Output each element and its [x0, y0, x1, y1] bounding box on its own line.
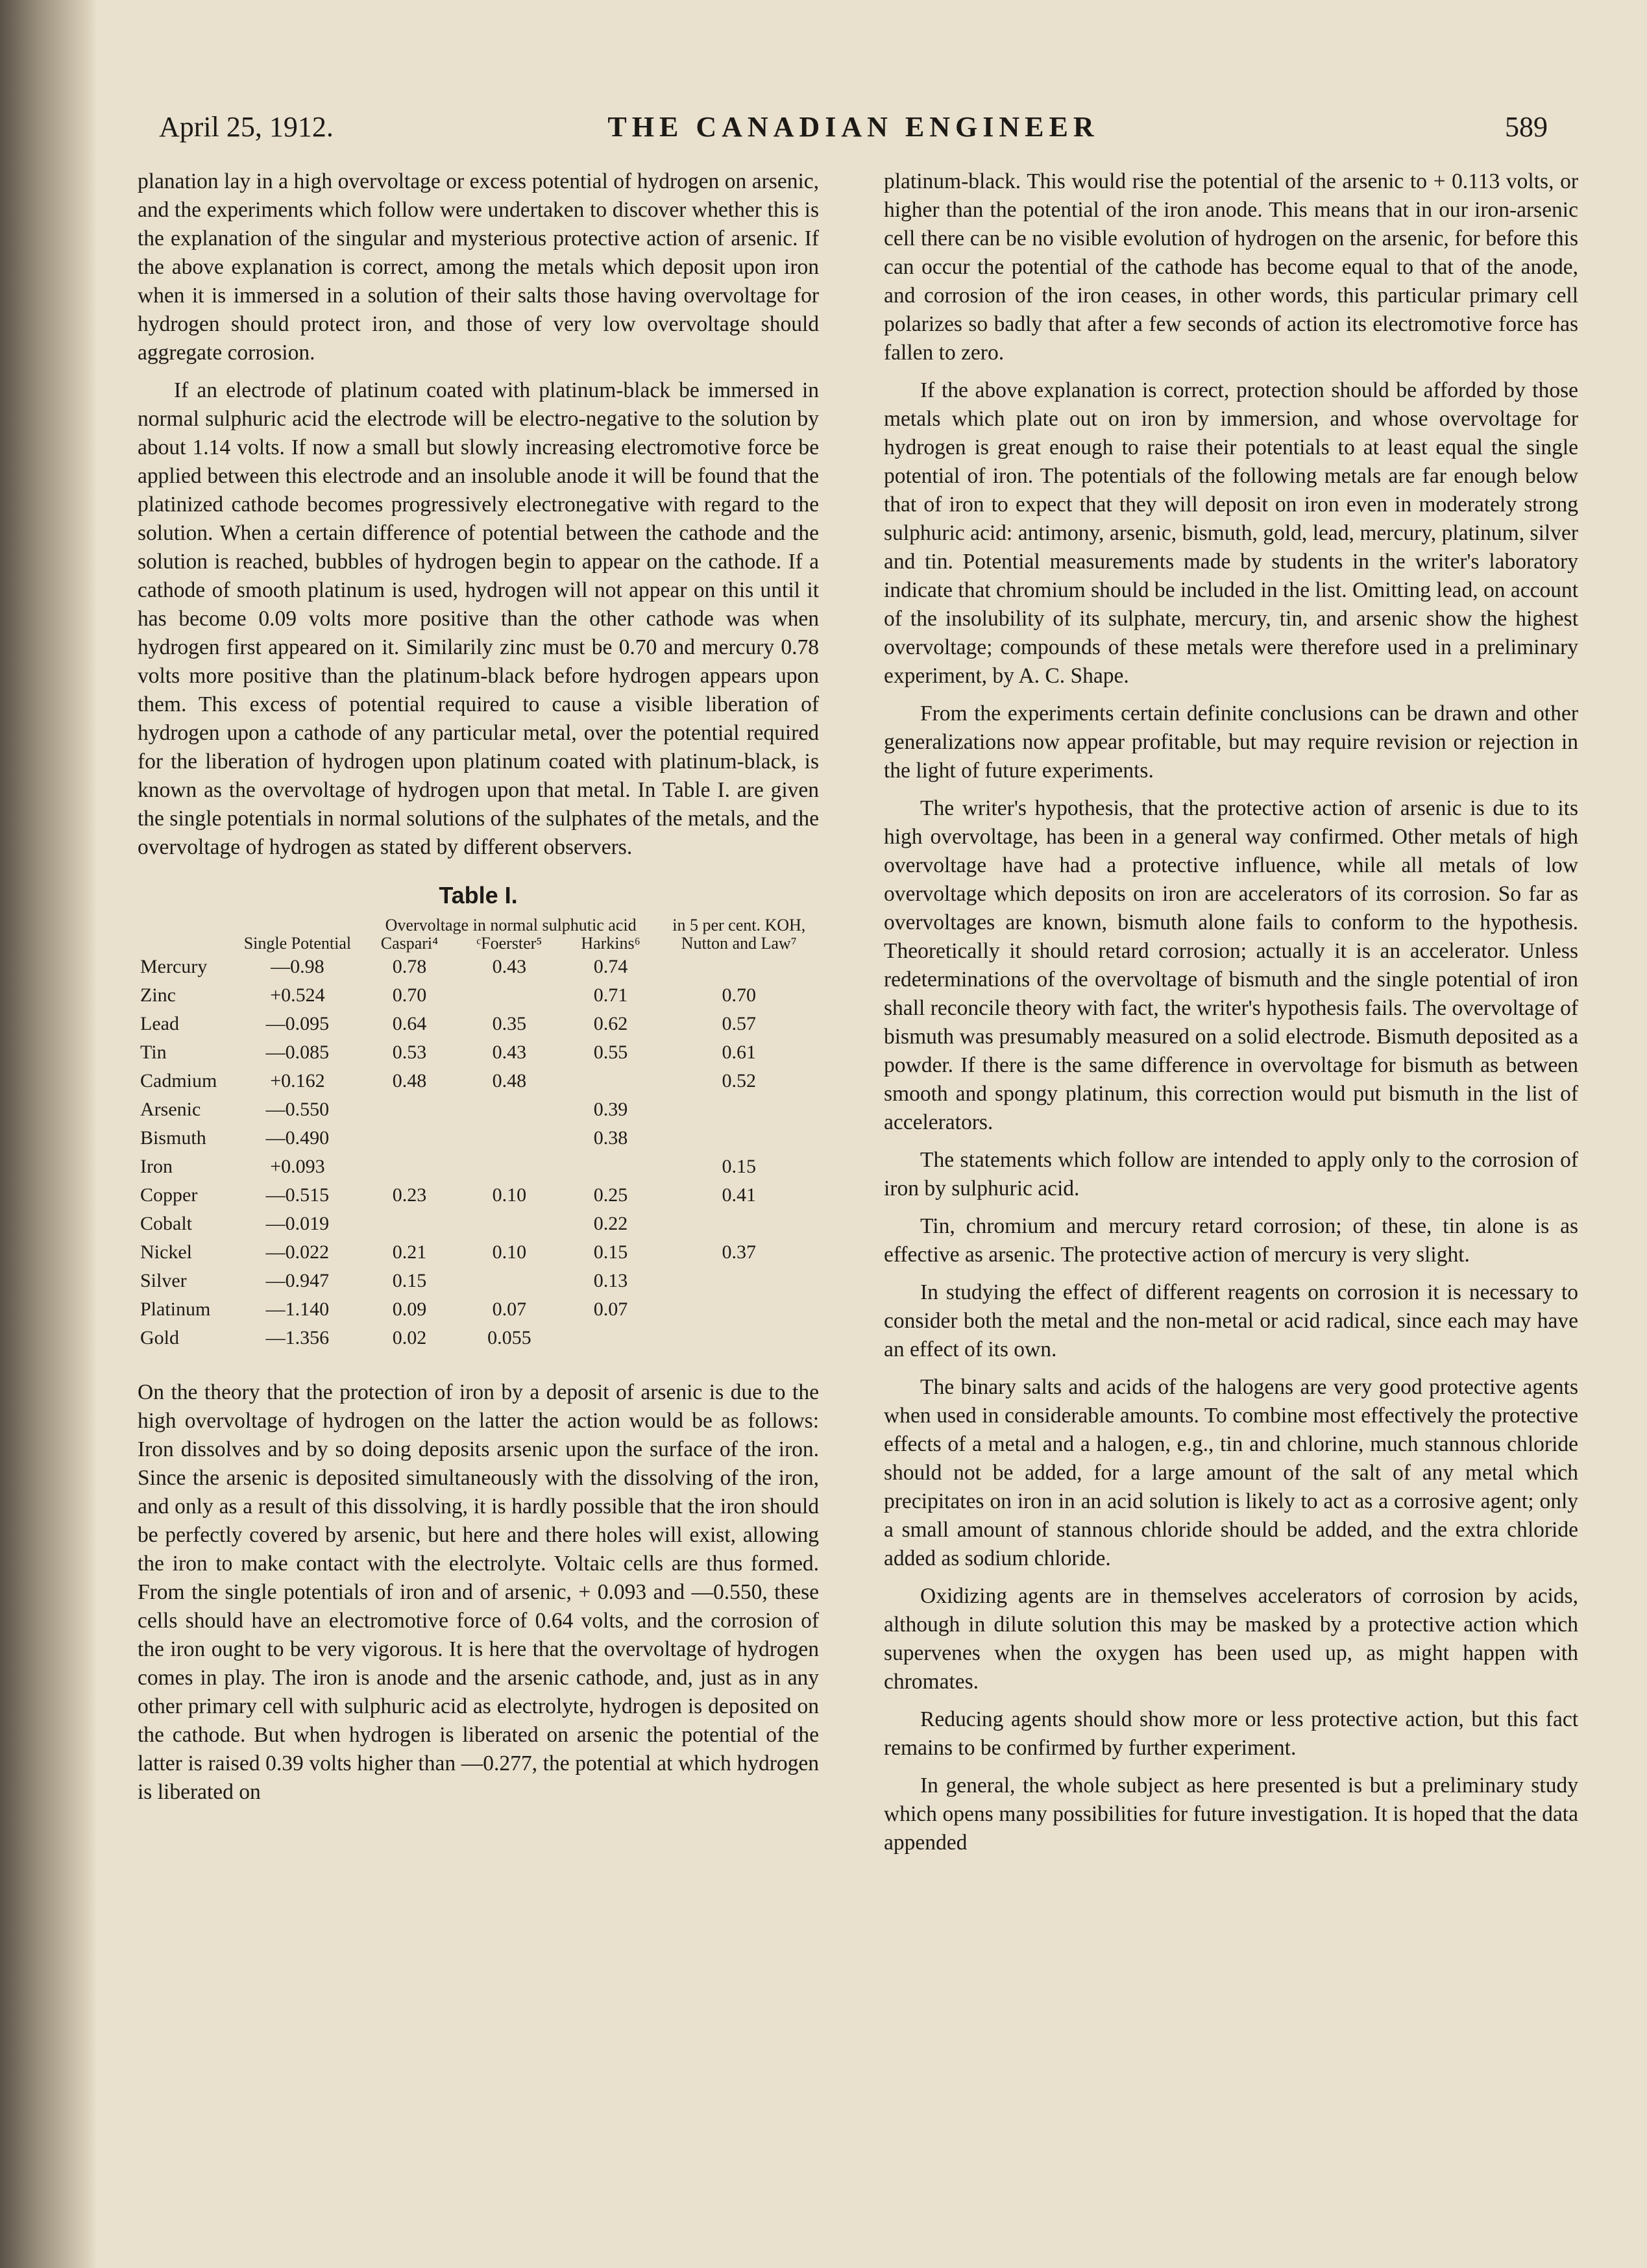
cell-potential: —0.515	[265, 1184, 330, 1206]
col-header: Caspari⁴	[380, 934, 439, 953]
page-header	[159, 110, 1548, 156]
cell-potential: —0.550	[265, 1099, 330, 1120]
paragraph: In general, the whole subject as here presented is but a preliminary study which opens many possibilities for future investigation. It is hoped that the data appended	[884, 1774, 1578, 1855]
metal-name: Nickel	[140, 1241, 192, 1263]
issue-date: April 25, 1912.	[159, 111, 334, 143]
cell-foerster: 0.35	[492, 1013, 527, 1034]
metal-name: Copper	[140, 1184, 198, 1206]
cell-foerster	[456, 1152, 562, 1181]
cell-caspari: 0.70	[392, 984, 427, 1006]
metal-name: Platinum	[140, 1299, 211, 1320]
paragraph: In studying the effect of different reagents on corrosion it is necessary to consider both the metal and the non-metal or acid radical, since each may have an effect of its own.	[884, 1280, 1578, 1361]
right-column	[884, 167, 1578, 1857]
cell-harkins: 0.15	[593, 1241, 628, 1263]
cell-nutton: 0.57	[722, 1013, 757, 1034]
cell-harkins: 0.25	[593, 1184, 628, 1206]
cell-caspari: 0.15	[392, 1270, 427, 1291]
metal-name: Gold	[140, 1327, 179, 1348]
table-row	[138, 1295, 819, 1324]
metal-name: Arsenic	[140, 1099, 201, 1120]
table-row	[138, 1267, 819, 1295]
paragraph: Tin, chromium and mercury retard corrosion; of these, tin alone is as effective as arsenic. The protective action of mercury is very slight.	[884, 1214, 1578, 1267]
paragraph: Reducing agents should show more or less protective action, but this fact remains to be confirmed by further experiment.	[884, 1707, 1578, 1760]
metal-name: Cobalt	[140, 1213, 192, 1234]
cell-foerster	[456, 1095, 562, 1124]
cell-nutton	[659, 1124, 819, 1152]
table-row	[138, 953, 819, 981]
table-row	[138, 1124, 819, 1152]
metal-name: Zinc	[140, 984, 176, 1006]
cell-harkins	[563, 1152, 659, 1181]
cell-harkins: 0.62	[593, 1013, 628, 1034]
cell-caspari: 0.53	[392, 1042, 427, 1063]
cell-potential: —0.490	[265, 1127, 330, 1149]
table-row	[138, 1010, 819, 1038]
page-binding-shadow	[0, 0, 97, 2268]
cell-foerster	[456, 1267, 562, 1295]
cell-harkins: 0.13	[593, 1270, 628, 1291]
table-row	[138, 1238, 819, 1267]
cell-nutton	[659, 1324, 819, 1352]
cell-nutton	[659, 953, 819, 981]
paragraph: If an electrode of platinum coated with platinum-black be immersed in normal sulphuric acid the electrode will be electro-negative to the solution by about 1.14 volts. If now a small but slowly increasing electromotive force be applied between this electrode and an insoluble anode it will be found that the platinized cathode becomes progressively electronegative with regard to the solution. When a certain difference of potential between the cathode and the solution is reached, bubbles of hydrogen begin to appear on the cathode. If a cathode of smooth platinum is used, hydrogen will not appear on this until it has become 0.09 volts more positive than the other cathode was when hydrogen first appeared on it. Similarily zinc must be 0.70 and mercury 0.78 volts more positive than the platinum-black before hydrogen appears upon them. This excess of potential required to cause a visible liberation of hydrogen upon a cathode of any particular metal, over the potential required for the liberation of hydrogen upon platinum coated with platinum-black, is known as the overvoltage of hydrogen upon that metal. In Table I. are given the single potentials in normal solutions of the sulphates of the metals, and the overvoltage of hydrogen as stated by different observers.	[138, 378, 819, 859]
table-row	[138, 1067, 819, 1095]
table-row	[138, 1324, 819, 1352]
table-header-row	[138, 934, 819, 953]
table-row	[138, 1152, 819, 1181]
metal-name: Mercury	[140, 956, 208, 977]
table-row	[138, 1210, 819, 1238]
cell-potential: +0.524	[270, 984, 325, 1006]
cell-harkins: 0.71	[593, 984, 628, 1006]
cell-caspari	[363, 1210, 457, 1238]
cell-nutton: 0.70	[722, 984, 757, 1006]
cell-foerster: 0.055	[487, 1327, 531, 1348]
cell-caspari: 0.48	[392, 1070, 427, 1091]
col-header: Harkins⁶	[581, 934, 640, 953]
cell-nutton: 0.52	[722, 1070, 757, 1091]
table-title: Table I.	[439, 882, 518, 908]
cell-caspari: 0.02	[392, 1327, 427, 1348]
cell-harkins	[563, 1067, 659, 1095]
cell-potential: —0.022	[265, 1241, 330, 1263]
paragraph: The statements which follow are intended to apply only to the corrosion of iron by sulphuric acid.	[884, 1148, 1578, 1201]
page-number: 589	[1505, 111, 1548, 143]
cell-caspari: 0.21	[392, 1241, 427, 1263]
cell-foerster	[456, 1210, 562, 1238]
koh-header: in 5 per cent. KOH,	[672, 916, 806, 934]
cell-harkins: 0.39	[593, 1099, 628, 1120]
cell-foerster: 0.48	[492, 1070, 527, 1091]
cell-foerster: 0.43	[492, 956, 527, 977]
table-row	[138, 1181, 819, 1210]
cell-harkins: 0.07	[593, 1299, 628, 1320]
cell-foerster: 0.07	[492, 1299, 527, 1320]
col-header: ᶜFoerster⁵	[476, 934, 543, 953]
cell-foerster	[456, 1124, 562, 1152]
paragraph: From the experiments certain definite conclusions can be drawn and other generalizations now appear profitable, but may require revision or rejection in the light of future experiments.	[884, 701, 1578, 783]
cell-foerster	[456, 981, 562, 1010]
table-1	[138, 881, 819, 1352]
col-header: Single Potential	[243, 934, 352, 953]
metal-name: Bismuth	[140, 1127, 206, 1149]
overvoltage-table	[138, 916, 819, 1352]
cell-potential: —0.019	[265, 1213, 330, 1234]
table-row	[138, 981, 819, 1010]
left-column	[138, 167, 819, 1807]
paragraph: On the theory that the protection of iron by a deposit of arsenic is due to the high overvoltage of hydrogen on the latter the action would be as follows: Iron dissolves and by so doing deposits arsenic upon the surface of the iron. Since the arsenic is deposited simultaneously with the dissolving of the iron, and only as a result of this dissolving, it is hardly possible that the iron should be perfectly covered by arsenic, but here and there holes will exist, allowing the iron to make contact with the electrolyte. Voltaic cells are thus formed. From the single potentials of iron and of arsenic, + 0.093 and —0.550, these cells should have an electromotive force of 0.64 volts, and the corrosion of the iron ought to be very vigorous. It is here that the overvoltage of hydrogen comes in play. The iron is anode and the arsenic cathode, and, just as in any other primary cell with sulphuric acid as electrolyte, hydrogen is deposited on the cathode. But when hydrogen is liberated on arsenic the potential of the latter is raised 0.39 volts higher than —0.277, the potential at which hydrogen is liberated on	[138, 1380, 819, 1804]
metal-name: Lead	[140, 1013, 179, 1034]
cell-potential: —1.140	[265, 1299, 330, 1320]
cell-caspari: 0.78	[392, 956, 427, 977]
paragraph: planation lay in a high overvoltage or excess potential of hydrogen on arsenic, and the experiments which follow were undertaken to discover whether this is the explanation of the singular and mysterious protective action of arsenic. If the above explanation is correct, among the metals which deposit upon iron when it is immersed in a solution of their salts those having overvoltage for hydrogen should protect iron, and those of very low overvoltage should aggregate corrosion.	[138, 169, 819, 365]
paragraph: Oxidizing agents are in themselves accelerators of corrosion by acids, although in dilute solution this may be masked by a protective action which supervenes when the oxygen has been used up, as might happen with chromates.	[884, 1584, 1578, 1694]
table-row	[138, 1095, 819, 1124]
table-row	[138, 1038, 819, 1067]
cell-caspari: 0.64	[392, 1013, 427, 1034]
cell-caspari: 0.23	[392, 1184, 427, 1206]
cell-harkins: 0.55	[593, 1042, 628, 1063]
journal-title: THE CANADIAN ENGINEER	[607, 111, 1099, 143]
cell-nutton: 0.15	[722, 1156, 757, 1177]
cell-nutton	[659, 1095, 819, 1124]
cell-caspari	[363, 1095, 457, 1124]
cell-foerster: 0.10	[492, 1241, 527, 1263]
metal-name: Silver	[140, 1270, 187, 1291]
cell-potential: —0.947	[265, 1270, 330, 1291]
cell-potential: +0.162	[270, 1070, 325, 1091]
cell-harkins	[563, 1324, 659, 1352]
cell-potential: —1.356	[265, 1327, 330, 1348]
metal-name: Tin	[140, 1042, 167, 1063]
cell-harkins: 0.38	[593, 1127, 628, 1149]
paragraph: If the above explanation is correct, protection should be afforded by those metals which plate out on iron by immersion, and whose overvoltage for hydrogen is great enough to raise their potentials to at least equal the single potential of iron. The potentials of the following metals are far enough below that of iron to expect that they will deposit on iron even in moderately strong sulphuric acid: antimony, arsenic, bismuth, gold, lead, mercury, platinum, silver and tin. Potential measurements made by students in the writer's laboratory indicate that chromium should be included in the list. Omitting lead, on account of the insolubility of its sulphate, mercury, tin, and arsenic show the highest overvoltage; compounds of these metals were therefore used in a preliminary experiment, by A. C. Shape.	[884, 378, 1578, 688]
table-group-header-row	[138, 916, 819, 934]
table-body	[138, 953, 819, 1352]
cell-caspari	[363, 1124, 457, 1152]
cell-potential: +0.093	[270, 1156, 325, 1177]
paragraph: platinum-black. This would rise the potential of the arsenic to + 0.113 volts, or higher than the potential of the iron anode. This means that in our iron-arsenic cell there can be no visible evolution of hydrogen on the arsenic, for before this can occur the potential of the cathode has become equal to that of the anode, and corrosion of the iron ceases, in other words, this particular primary cell polarizes so badly that after a few seconds of action its electromotive force has fallen to zero.	[884, 169, 1578, 365]
cell-potential: —0.98	[271, 956, 324, 977]
cell-nutton: 0.61	[722, 1042, 757, 1063]
cell-caspari	[363, 1152, 457, 1181]
cell-nutton	[659, 1295, 819, 1324]
group-header: Overvoltage in normal sulphutic acid	[385, 916, 637, 934]
cell-potential: —0.095	[265, 1013, 330, 1034]
cell-nutton: 0.37	[722, 1241, 757, 1263]
cell-harkins: 0.74	[593, 956, 628, 977]
cell-harkins: 0.22	[593, 1213, 628, 1234]
metal-name: Cadmium	[140, 1070, 217, 1091]
cell-caspari: 0.09	[392, 1299, 427, 1320]
cell-foerster: 0.43	[492, 1042, 527, 1063]
paragraph: The binary salts and acids of the halogens are very good protective agents when used in considerable amounts. To combine most effectively the protective effects of a metal and a halogen, e.g., tin and chlorine, much stannous chloride should not be added, for a large amount of the salt of any metal which precipitates on iron in an acid solution is likely to act as a corrosive agent; only a small amount of stannous chloride should be added, and the extra chloride added as sodium chloride.	[884, 1375, 1578, 1570]
cell-foerster: 0.10	[492, 1184, 527, 1206]
cell-nutton: 0.41	[722, 1184, 757, 1206]
cell-potential: —0.085	[265, 1042, 330, 1063]
paragraph: The writer's hypothesis, that the protective action of arsenic is due to its high overvoltage, has been in a general way confirmed. Other metals of high overvoltage have had a protective influence, while all metals of low overvoltage which deposits on iron are accelerators of its corrosion. So far as overvoltages are known, bismuth alone fails to conform to the hypothesis. Theoretically it should retard corrosion; actually it is an accelerator. Unless redeterminations of the overvoltage of bismuth and the single potential of iron shall reconcile theory with fact, the writer's hypothesis fails. The overvoltage of bismuth was presumably measured on a solid electrode. Bismuth deposited as a powder. If there is the same difference in overvoltage for bismuth as between smooth and spongy platinum, this correction would put bismuth in the list of accelerators.	[884, 796, 1578, 1134]
cell-nutton	[659, 1267, 819, 1295]
metal-name: Iron	[140, 1156, 173, 1177]
col-header: Nutton and Law⁷	[681, 934, 797, 953]
cell-nutton	[659, 1210, 819, 1238]
